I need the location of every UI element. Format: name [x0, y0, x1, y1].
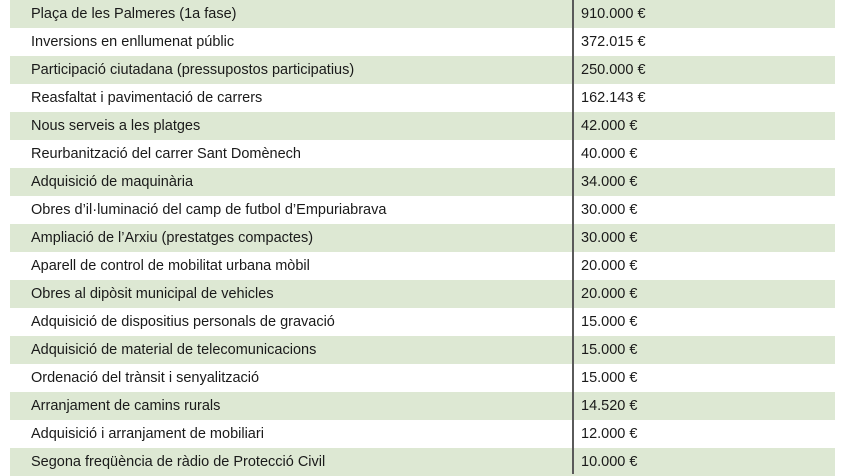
budget-table — [10, 0, 835, 476]
column-divider — [572, 0, 574, 474]
row-description: Ampliació de l’Arxiu (prestatges compactes) — [31, 230, 314, 246]
row-amount: 14.520 € — [581, 398, 638, 414]
row-description: Participació ciutadana (pressupostos participatius) — [31, 62, 355, 78]
table-row — [10, 336, 835, 364]
table-row — [10, 224, 835, 252]
table-row — [10, 364, 835, 392]
row-description: Segona freqüència de ràdio de Protecció Civil — [31, 454, 326, 470]
table-row — [10, 84, 835, 112]
row-amount: 15.000 € — [581, 314, 638, 330]
row-description: Inversions en enllumenat públic — [31, 34, 235, 50]
row-amount: 250.000 € — [581, 62, 646, 78]
row-amount: 34.000 € — [581, 174, 638, 190]
row-description: Reasfaltat i pavimentació de carrers — [31, 90, 263, 106]
row-description: Obres d’il·luminació del camp de futbol d’Empuriabrava — [31, 202, 387, 218]
row-amount: 30.000 € — [581, 202, 638, 218]
row-description: Obres al dipòsit municipal de vehicles — [31, 286, 274, 302]
table-row — [10, 392, 835, 420]
row-description: Adquisició de dispositius personals de gravació — [31, 314, 335, 330]
row-amount: 15.000 € — [581, 342, 638, 358]
table-row — [10, 308, 835, 336]
row-amount: 910.000 € — [581, 6, 646, 22]
row-description: Adquisició de material de telecomunicacions — [31, 342, 317, 358]
row-amount: 20.000 € — [581, 286, 638, 302]
row-description: Adquisició i arranjament de mobiliari — [31, 426, 264, 442]
table-row — [10, 0, 835, 28]
row-amount: 20.000 € — [581, 258, 638, 274]
row-description: Nous serveis a les platges — [31, 118, 201, 134]
row-description: Reurbanització del carrer Sant Domènech — [31, 146, 301, 162]
table-row — [10, 420, 835, 448]
row-amount: 40.000 € — [581, 146, 638, 162]
row-amount: 42.000 € — [581, 118, 638, 134]
table-row — [10, 112, 835, 140]
row-amount: 162.143 € — [581, 90, 646, 106]
row-amount: 15.000 € — [581, 370, 638, 386]
row-description: Aparell de control de mobilitat urbana mòbil — [31, 258, 310, 274]
row-description: Adquisició de maquinària — [31, 174, 194, 190]
table-row — [10, 140, 835, 168]
row-description: Arranjament de camins rurals — [31, 398, 221, 414]
table-row — [10, 280, 835, 308]
table-row — [10, 56, 835, 84]
row-amount: 372.015 € — [581, 34, 646, 50]
row-description: Plaça de les Palmeres (1a fase) — [31, 6, 237, 22]
table-row — [10, 448, 835, 476]
table-row — [10, 196, 835, 224]
row-amount: 12.000 € — [581, 426, 638, 442]
row-amount: 10.000 € — [581, 454, 638, 470]
table-row — [10, 252, 835, 280]
row-amount: 30.000 € — [581, 230, 638, 246]
table-row — [10, 168, 835, 196]
table-row — [10, 28, 835, 56]
row-description: Ordenació del trànsit i senyalització — [31, 370, 260, 386]
